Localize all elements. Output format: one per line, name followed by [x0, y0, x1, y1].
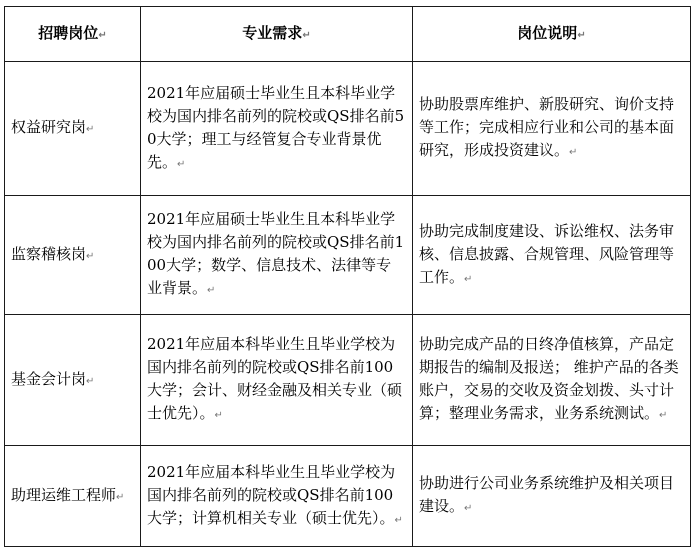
- paragraph-mark-icon: ↵: [464, 503, 473, 514]
- paragraph-mark-icon: ↵: [302, 29, 311, 41]
- table-header-row: [5, 7, 691, 62]
- requirement-cell: 2021年应届硕士毕业生且本科毕业学校为国内排名前列的院校或QS排名前50大学；理工与经管复合专业背景优先。↵: [141, 62, 413, 196]
- table-row: [5, 315, 691, 446]
- position-cell: 权益研究岗↵: [5, 62, 141, 196]
- header-requirement: 专业需求↵: [141, 7, 413, 62]
- paragraph-mark-icon: ↵: [177, 158, 186, 170]
- position-cell: 监察稽核岗↵: [5, 196, 141, 315]
- description-cell: 协助股票库维护、新股研究、询价支持等工作；完成相应行业和公司的基本面研究，形成投资建议。↵: [413, 62, 691, 196]
- table-row: [5, 196, 691, 315]
- paragraph-mark-icon: ↵: [207, 285, 216, 296]
- header-description: 岗位说明↵: [413, 7, 691, 62]
- paragraph-mark-icon: ↵: [86, 250, 95, 262]
- requirement-cell: 2021年应届本科毕业生且毕业学校为国内排名前列的院校或QS排名前100大学；计算机相关专业（硕士优先）。↵: [141, 446, 413, 547]
- requirement-cell: 2021年应届硕士毕业生且本科毕业学校为国内排名前列的院校或QS排名前100大学；数学、信息技术、法律等专业背景。↵: [141, 196, 413, 315]
- requirement-cell: 2021年应届本科毕业生且毕业学校为国内排名前列的院校或QS排名前100大学；会计、财经金融及相关专业（硕士优先）。↵: [141, 315, 413, 446]
- recruitment-table: [4, 6, 691, 547]
- paragraph-mark-icon: ↵: [86, 375, 95, 387]
- paragraph-mark-icon: ↵: [569, 147, 578, 158]
- table-row: [5, 62, 691, 196]
- description-cell: 协助进行公司业务系统维护及相关项目建设。↵: [413, 446, 691, 547]
- paragraph-mark-icon: ↵: [464, 273, 473, 285]
- paragraph-mark-icon: ↵: [214, 410, 223, 421]
- paragraph-mark-icon: ↵: [577, 29, 586, 41]
- paragraph-mark-icon: ↵: [394, 514, 403, 526]
- paragraph-mark-icon: ↵: [659, 410, 668, 421]
- description-cell: 协助完成制度建设、诉讼维权、法务审核、信息披露、合规管理、风险管理等工作。↵: [413, 196, 691, 315]
- paragraph-mark-icon: ↵: [98, 29, 107, 41]
- position-cell: 基金会计岗↵: [5, 315, 141, 446]
- header-position: 招聘岗位↵: [5, 7, 141, 62]
- table-row: [5, 446, 691, 547]
- position-cell: 助理运维工程师↵: [5, 446, 141, 547]
- paragraph-mark-icon: ↵: [116, 491, 125, 503]
- paragraph-mark-icon: ↵: [86, 124, 95, 135]
- description-cell: 协助完成产品的日终净值核算，产品定期报告的编制及报送； 维护产品的各类账户，交易的交收及资金划拨、头寸计算；整理业务需求，业务系统测试。↵: [413, 315, 691, 446]
